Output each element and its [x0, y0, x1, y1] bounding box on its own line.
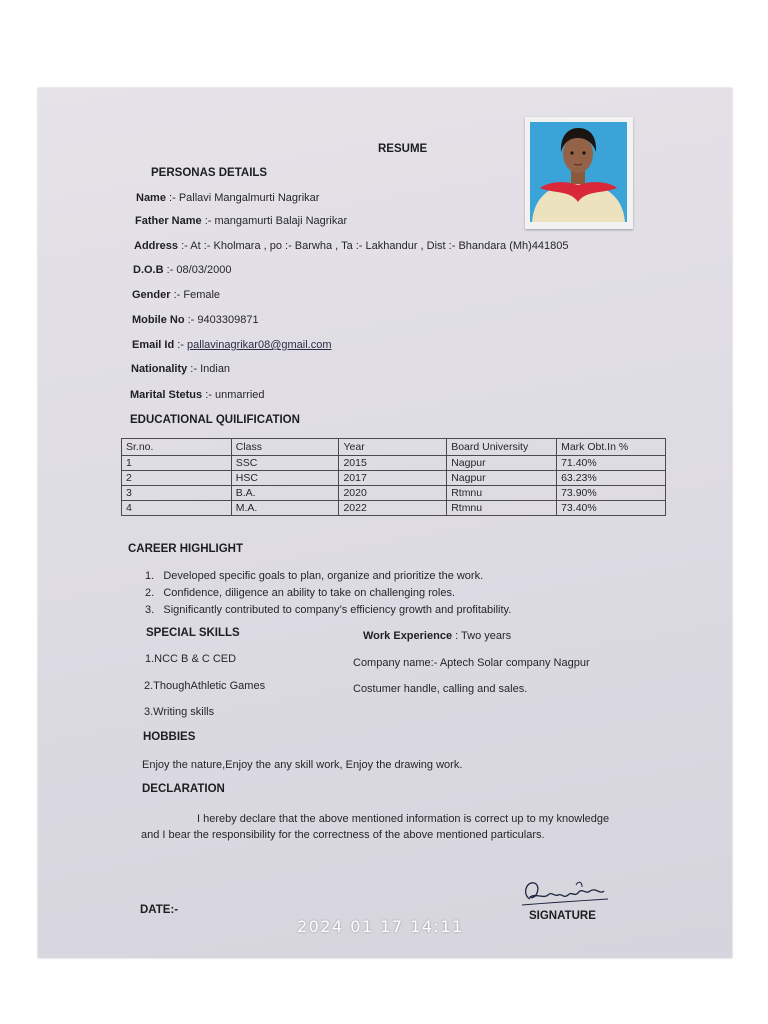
- table-cell: Nagpur: [447, 471, 557, 486]
- header-board-university: Board University: [447, 439, 557, 456]
- photo-subject: [530, 122, 627, 222]
- detail-email: Email Id :- pallavinagrikar08@gmail.com: [132, 339, 332, 351]
- hobbies-text: Enjoy the nature,Enjoy the any skill work, Enjoy the drawing work.: [142, 759, 463, 771]
- header-marks: Mark Obt.In %: [557, 439, 666, 456]
- table-cell: 3: [122, 486, 232, 501]
- header-year: Year: [339, 439, 447, 456]
- table-cell: Rtmnu: [447, 486, 557, 501]
- detail-marital-status: Marital Stetus :- unmarried: [130, 389, 265, 401]
- resume-title: RESUME: [378, 143, 428, 155]
- table-cell: M.A.: [231, 501, 339, 516]
- table-row: [122, 456, 666, 471]
- handwritten-signature: [516, 877, 612, 911]
- table-cell: 2015: [339, 456, 447, 471]
- detail-dob: D.O.B :- 08/03/2000: [133, 264, 232, 276]
- table-cell: B.A.: [231, 486, 339, 501]
- education-table: [121, 438, 666, 516]
- detail-father-name: Father Name :- mangamurti Balaji Nagrikar: [135, 215, 348, 227]
- declaration-line-2: and I bear the responsibility for the correctness of the above mentioned particulars.: [141, 829, 545, 841]
- career-item-3: 3. Significantly contributed to company’s efficiency growth and profitability.: [145, 604, 512, 616]
- table-cell: 2020: [339, 486, 447, 501]
- table-cell: 1: [122, 456, 232, 471]
- table-cell: 2022: [339, 501, 447, 516]
- table-cell: Nagpur: [447, 456, 557, 471]
- date-label: DATE:-: [140, 904, 179, 916]
- skill-item-2: 2.ThoughAthletic Games: [144, 680, 266, 692]
- photo-timestamp: 2024 01 17 14:11: [297, 917, 464, 936]
- table-row: [122, 501, 666, 516]
- table-row: [122, 486, 666, 501]
- skill-item-3: 3.Writing skills: [144, 706, 215, 718]
- detail-address: Address :- At :- Kholmara , po :- Barwha , Ta :- Lakhandur , Dist :- Bhandara (Mh)441805: [134, 240, 569, 252]
- detail-mobile: Mobile No :- 9403309871: [132, 314, 259, 326]
- career-heading: CAREER HIGHLIGHT: [128, 543, 243, 555]
- career-item-2: 2. Confidence, diligence an ability to take on challenging roles.: [145, 587, 456, 599]
- detail-nationality: Nationality :- Indian: [131, 363, 231, 375]
- passport-photo: [525, 117, 633, 229]
- education-heading: EDUCATIONAL QUILIFICATION: [130, 414, 300, 426]
- table-row: [122, 471, 666, 486]
- table-cell: 2: [122, 471, 232, 486]
- hobbies-heading: HOBBIES: [143, 731, 196, 743]
- company-name: Company name:- Aptech Solar company Nagpur: [353, 657, 590, 669]
- table-cell: 73.40%: [557, 501, 666, 516]
- header-sr-no: Sr.no.: [122, 439, 232, 456]
- table-cell: 73.90%: [557, 486, 666, 501]
- declaration-heading: DECLARATION: [142, 783, 225, 795]
- detail-gender: Gender :- Female: [132, 289, 221, 301]
- table-cell: 63.23%: [557, 471, 666, 486]
- table-cell: SSC: [231, 456, 339, 471]
- work-description: Costumer handle, calling and sales.: [353, 683, 528, 695]
- table-cell: 4: [122, 501, 232, 516]
- table-cell: 2017: [339, 471, 447, 486]
- signature-label: SIGNATURE: [529, 910, 596, 922]
- header-class: Class: [231, 439, 339, 456]
- email-link[interactable]: pallavinagrikar08@gmail.com: [187, 339, 332, 351]
- table-header-row: [122, 439, 666, 456]
- table-cell: Rtmnu: [447, 501, 557, 516]
- detail-name: Name :- Pallavi Mangalmurti Nagrikar: [136, 192, 320, 204]
- table-cell: 71.40%: [557, 456, 666, 471]
- table-cell: HSC: [231, 471, 339, 486]
- career-item-1: 1. Developed specific goals to plan, organize and prioritize the work.: [145, 570, 484, 582]
- skill-item-1: 1.NCC B & C CED: [145, 653, 237, 665]
- work-experience: Work Experience : Two years: [363, 630, 512, 642]
- declaration-line-1: I hereby declare that the above mentioned information is correct up to my knowledge: [197, 813, 610, 825]
- special-skills-heading: SPECIAL SKILLS: [146, 627, 240, 639]
- personal-details-heading: PERSONAS DETAILS: [151, 167, 268, 179]
